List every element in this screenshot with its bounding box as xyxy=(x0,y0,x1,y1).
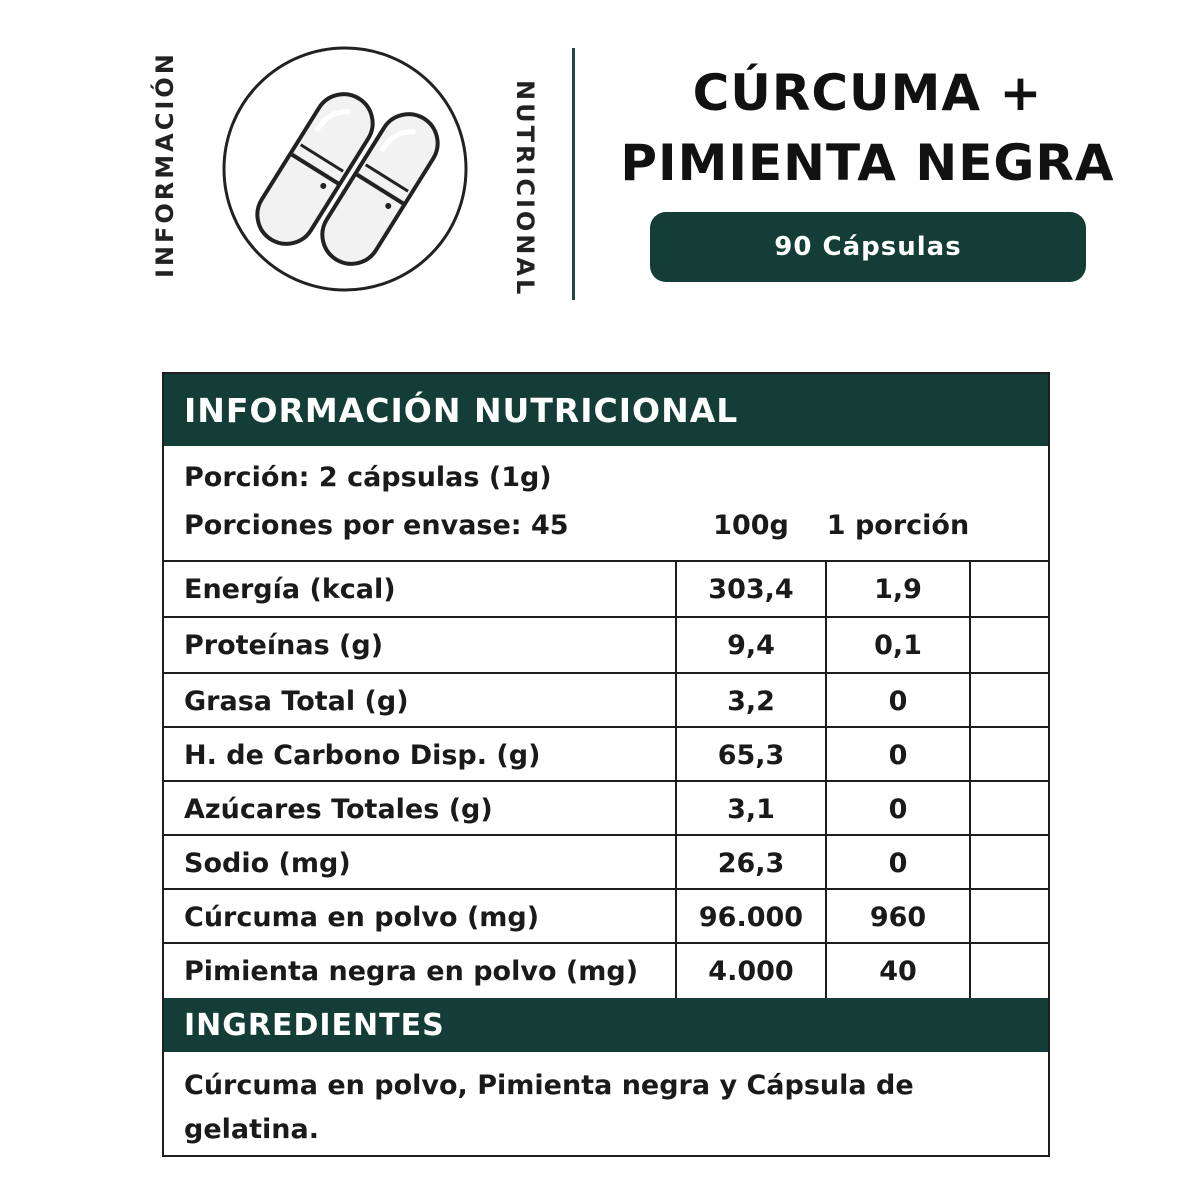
serving-size: Porción: 2 cápsulas (1g) xyxy=(184,462,552,493)
nutrient-name: Cúrcuma en polvo (mg) xyxy=(184,901,540,933)
table-row xyxy=(164,674,1048,728)
nutrient-name: H. de Carbono Disp. (g) xyxy=(184,739,541,771)
nutrition-header: INFORMACIÓN NUTRICIONAL xyxy=(164,374,1048,446)
column-header-portion: 1 porción xyxy=(826,510,970,541)
value-100g: 4.000 xyxy=(708,955,794,987)
nutrient-name: Sodio (mg) xyxy=(184,847,351,879)
table-row xyxy=(164,728,1048,782)
product-title-line1: CÚRCUMA + xyxy=(692,64,1043,122)
ingredients-header: INGREDIENTES xyxy=(164,998,1048,1052)
value-portion: 0,1 xyxy=(874,629,922,661)
nutrient-name: Proteínas (g) xyxy=(184,629,384,661)
table-row xyxy=(164,782,1048,836)
nutrient-name: Azúcares Totales (g) xyxy=(184,793,493,825)
header-divider xyxy=(572,48,575,300)
table-row xyxy=(164,944,1048,998)
value-100g: 96.000 xyxy=(698,901,804,933)
servings-per-container: Porciones por envase: 45 xyxy=(184,510,569,541)
table-row xyxy=(164,562,1048,616)
nutrient-name: Grasa Total (g) xyxy=(184,685,409,717)
nutrition-label xyxy=(162,372,1050,1157)
value-portion: 1,9 xyxy=(874,573,922,605)
side-label-nutricional: NUTRICIONAL xyxy=(511,80,539,298)
value-portion: 40 xyxy=(879,955,917,987)
capsules-icon xyxy=(220,44,470,294)
value-portion: 0 xyxy=(888,847,908,879)
side-label-informacion: INFORMACIÓN xyxy=(151,51,179,278)
product-title xyxy=(600,58,1135,198)
value-100g: 3,2 xyxy=(727,685,775,717)
nutrient-name: Energía (kcal) xyxy=(184,573,396,605)
value-100g: 3,1 xyxy=(727,793,775,825)
table-row xyxy=(164,836,1048,890)
table-row xyxy=(164,618,1048,672)
value-portion: 0 xyxy=(888,739,908,771)
product-title-line2: PIMIENTA NEGRA xyxy=(620,134,1115,192)
value-100g: 65,3 xyxy=(717,739,785,771)
value-portion: 960 xyxy=(869,901,927,933)
value-portion: 0 xyxy=(888,685,908,717)
value-100g: 26,3 xyxy=(717,847,785,879)
value-portion: 0 xyxy=(888,793,908,825)
capsules-badge: 90 Cápsulas xyxy=(650,212,1086,282)
column-header-100g: 100g xyxy=(713,510,789,541)
ingredients-text: Cúrcuma en polvo, Pimienta negra y Cápsula de gelatina. xyxy=(184,1070,914,1145)
value-100g: 303,4 xyxy=(708,573,794,605)
value-100g: 9,4 xyxy=(727,629,775,661)
nutrient-name: Pimienta negra en polvo (mg) xyxy=(184,955,639,987)
table-row xyxy=(164,890,1048,944)
